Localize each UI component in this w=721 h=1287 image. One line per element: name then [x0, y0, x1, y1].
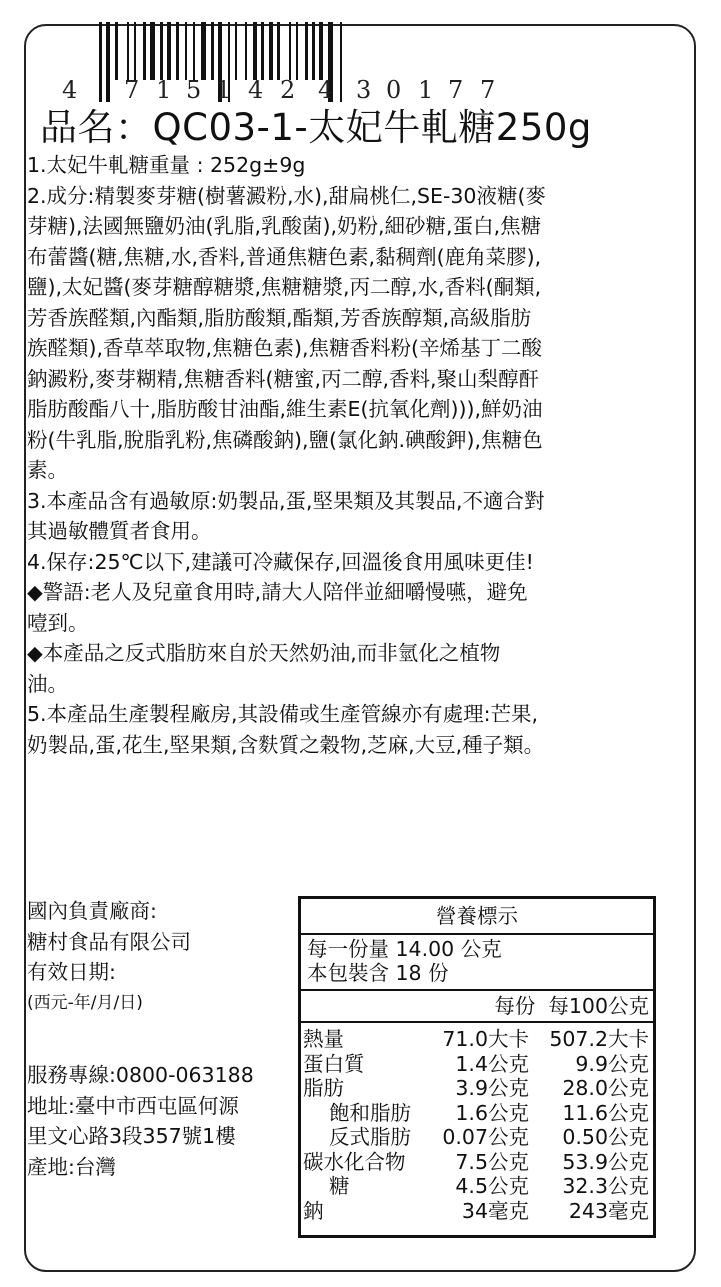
per-serving-value: 71.0大卡	[442, 1027, 529, 1051]
allergen-info: 3.本產品含有過敏原:奶製品,蛋,堅果類及其製品,不適合對 其過敏體質者食用。	[27, 488, 545, 543]
barcode-digit: 1	[156, 76, 172, 104]
barcode-bar	[319, 22, 323, 80]
warning: ◆警語:老人及兒童食用時,請大人陪伴並細嚼慢嚥，避免 噎到。	[27, 580, 528, 635]
barcode-bar	[115, 22, 118, 80]
nutrient-name: 反式脂肪	[329, 1125, 411, 1149]
barcode-bar	[245, 22, 247, 80]
nutrition-row	[301, 1199, 653, 1224]
nutrition-title: 營養標示	[301, 899, 653, 935]
serving-info	[301, 935, 653, 991]
barcode-bar	[185, 22, 187, 80]
storage-info: 4.保存:25℃以下,建議可冷藏保存,回溫後食用風味更佳!	[27, 549, 534, 574]
barcode-bar	[261, 22, 264, 80]
expiry-label: 有效日期:	[27, 960, 116, 984]
manufacturer-info	[27, 896, 327, 1182]
maker-label: 國內負責廠商:	[27, 899, 157, 923]
barcode-digit: 7	[124, 76, 140, 104]
per-100g-value: 9.9公克	[575, 1051, 649, 1076]
nutrition-row	[301, 1052, 653, 1077]
trans-fat-note: ◆本產品之反式脂肪來自於天然奶油,而非氫化之植物 油。	[27, 641, 501, 696]
per-100g-value: 507.2大卡	[549, 1027, 649, 1051]
nutrient-name: 脂肪	[303, 1076, 344, 1100]
barcode-bar	[176, 22, 179, 80]
nutrition-row	[301, 1125, 653, 1150]
barcode-bar	[305, 22, 308, 80]
servings-per-package: 本包裝含 18 份	[307, 961, 449, 985]
expiry-format: (西元-年/月/日)	[27, 992, 143, 1013]
barcode-bar	[253, 22, 257, 80]
barcode-digit: 3	[356, 76, 372, 104]
barcode-bar	[160, 22, 163, 80]
nutrient-name: 熱量	[303, 1027, 344, 1051]
address-line-1: 地址:臺中市西屯區何源	[27, 1093, 239, 1118]
barcode-digit: 7	[448, 76, 464, 104]
address-line-2: 里文心路3段357號1樓	[27, 1124, 236, 1148]
nutrition-row	[301, 1174, 653, 1199]
barcode-digit: 7	[480, 76, 496, 104]
nutrient-name: 糖	[329, 1174, 350, 1198]
nutrition-row	[301, 1027, 653, 1052]
barcode-digit: 5	[186, 76, 202, 104]
ingredients: 2.成分:精製麥芽糖(樹薯澱粉,水),甜扁桃仁,SE-30液糖(麥 芽糖),法國無鹽奶油(乳脂,乳酸菌),奶粉,細砂糖,蛋白,焦糖 布蕾醬(糖,焦糖,水,香料,普通焦糖色素,黏稠劑(鹿角菜膠), 鹽),太妃醬(麥芽糖醇糖漿,焦糖糖漿,丙二醇,水,香料(酮類, 芳香族醛類,內酯類,脂肪酸類,酯類,芳香族醇類,高級脂肪 族醛類),香草萃取物,焦糖色素),焦糖香料粉(辛烯基丁二酸 鈉澱粉,麥芽糊精,焦糖香料(糖蜜,丙二醇,香料,聚山梨醇酐 脂肪酸酯八十,脂肪酸甘油酯,維生素E(抗氧化劑))),鮮奶油 粉(牛乳脂,脫脂乳粉,焦磷酸鈉),鹽(氯化鈉.碘酸鉀),焦糖色 素。	[27, 183, 546, 482]
net-weight: 1.太妃牛軋糖重量 : 252g±9g	[27, 153, 306, 177]
barcode-bar	[167, 22, 171, 80]
barcode-digit: 2	[280, 76, 296, 104]
barcode-bar	[193, 22, 195, 80]
spacer	[27, 1018, 327, 1060]
per-serving-value: 7.5公克	[455, 1149, 529, 1174]
per-100g-value: 243毫克	[568, 1198, 649, 1223]
per-serving-value: 34毫克	[461, 1198, 529, 1223]
per-serving-value: 4.5公克	[455, 1174, 529, 1198]
per-100g-value: 0.50公克	[562, 1125, 649, 1149]
product-name: 品名：QC03-1-太妃牛軋糖250g	[40, 106, 592, 149]
barcode-bar	[296, 22, 298, 80]
barcode-bar	[269, 22, 273, 80]
product-description	[27, 150, 677, 760]
per-serving-value: 1.4公克	[455, 1051, 529, 1076]
per-serving-value: 0.07公克	[442, 1125, 529, 1149]
barcode-digit: 4	[62, 76, 78, 104]
per-100g-value: 28.0公克	[562, 1076, 649, 1100]
barcode-bar	[134, 22, 136, 80]
maker-name: 糖村食品有限公司	[27, 929, 191, 954]
per-serving-value: 3.9公克	[455, 1076, 529, 1100]
origin: 產地:台灣	[27, 1154, 116, 1179]
nutrition-row	[301, 1150, 653, 1175]
nutrition-facts-table	[298, 896, 656, 1238]
barcode-bar	[211, 22, 214, 80]
nutrition-rows	[301, 1027, 653, 1223]
barcode-digit: 0	[386, 76, 402, 104]
barcode-bars	[99, 22, 519, 80]
nutrient-name: 碳水化合物	[303, 1149, 406, 1174]
nutrition-row	[301, 1101, 653, 1126]
service-hotline: 服務專線:0800-063188	[27, 1063, 254, 1087]
barcode-bar	[201, 22, 206, 80]
per-serving-value: 1.6公克	[455, 1100, 529, 1125]
barcode-bar	[143, 22, 146, 80]
barcode-bar	[277, 22, 280, 80]
nutrient-name: 鈉	[303, 1198, 324, 1223]
serving-size: 每一份量 14.00 公克	[307, 937, 502, 961]
barcode-bar	[150, 22, 155, 80]
facility-allergen-note: 5.本產品生產製程廠房,其設備或生產管線亦有處理:芒果, 奶製品,蛋,花生,堅果類,含麩質之穀物,芝麻,大豆,種子類。	[27, 702, 545, 757]
barcode-bar	[235, 22, 237, 80]
barcode-digit: 4	[248, 76, 264, 104]
per-100g-value: 11.6公克	[562, 1100, 649, 1125]
nutrition-column-header: 每份 每100公克	[301, 991, 653, 1023]
nutrient-name: 飽和脂肪	[329, 1100, 411, 1125]
barcode-bar	[127, 22, 129, 80]
barcode-bar	[289, 22, 291, 80]
per-100g-value: 53.9公克	[562, 1149, 649, 1174]
nutrition-row	[301, 1076, 653, 1101]
per-100g-value: 32.3公克	[562, 1174, 649, 1198]
barcode	[52, 12, 522, 108]
barcode-digit: 1	[418, 76, 434, 104]
nutrient-name: 蛋白質	[303, 1051, 365, 1076]
barcode-digit: 4	[318, 76, 334, 104]
barcode-digit: 1	[216, 76, 232, 104]
barcode-bar	[312, 22, 315, 80]
